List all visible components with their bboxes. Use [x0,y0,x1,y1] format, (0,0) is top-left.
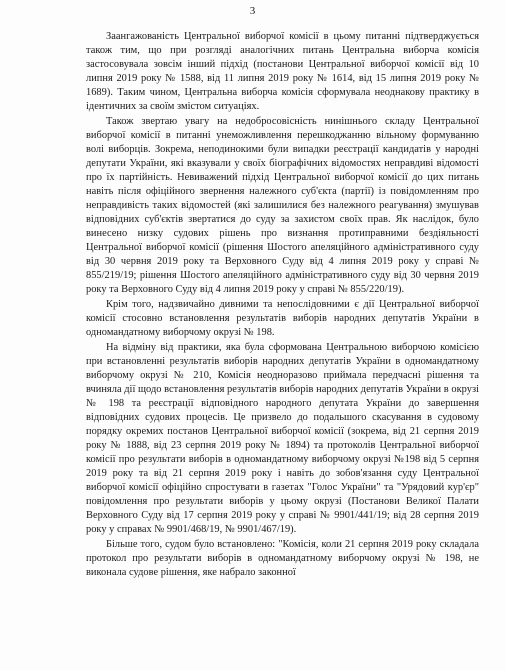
paragraph-practice-difference: На відміну від практики, яка була сформована Центральною виборчою комісією при встановленні результатів виборів народних депутатів України в одномандатному виборчому окрузі № 210, Комісія неодноразово приймала передчасні рішення та вчиняла дії щодо встановлення результатів виборів народних депутатів України в окрузі № 198 та реєстрації відповідного народного депутата України до завершення відповідних судових процесів. Це призвело до подальшого скасування в судовому порядку окремих постанов Центральної виборчої комісії (зокрема, від 21 серпня 2019 року № 1888, від 23 серпня 2019 року № 1894) та протоколів Центральної виборчої комісії про результати виборів в одномандатному виборчому окрузі №198 від 5 серпня 2019 року та від 21 серпня 2019 року і навіть до зобов'язання суду Центральної виборчої комісії офіційно спростувати в газетах "Голос України" та "Урядовий кур'єр" повідомлення про результати виборів у цьому окрузі (Постанови Великої Палати Верховного Суду від 17 серпня 2019 року у справі № 9901/441/19; від 28 серпня 2019 року у справах № 9901/468/19, № 9901/467/19). [86,341,479,536]
paragraph-district-198-actions: Крім того, надзвичайно дивними та непослідовними є дії Центральної виборчої комісії стосовно встановлення результатів виборів народних депутатів України в одномандатному виборчому окрузі № 198. [86,298,479,338]
paragraph-bad-faith: Також звертаю увагу на недобросовісність нинішнього складу Центральної виборчої комісії в питанні унеможливлення перешкоджанню вільному формуванню волі виборців. Зокрема, неподинокими були випадки реєстрації кандидатів у народні депутати України, які вказували у своїх біографічних відомостях неправдиві відомості про їх партійність. Невиважений підхід Центральної виборчої комісії до цих питань навіть після офіційного звернення належного суб'єкта (партії) із повідомленням про неправдивість таких відомостей (які залишилися без належного реагування) змушував відповідних суб'єктів звертатися до суду за захистом своїх прав. Як наслідок, було винесено низку судових рішень про визнання протиправними бездіяльності Центральної виборчої комісії (рішення Шостого апеляційного адміністративного суду від 30 червня 2019 року та Верховного Суду від 4 липня 2019 року у справі № 855/219/19; рішення Шостого апеляційного адміністративного суду від 30 червня 2019 року та Верховного Суду від 4 липня 2019 року у справі № 855/220/19). [86,115,479,296]
paragraph-court-findings: Більше того, судом було встановлено: "Комісія, коли 21 серпня 2019 року складала протокол про результати виборів в одномандатному виборчому окрузі № 198, не виконала судове рішення, яке набрало законної [86,538,479,578]
page-number: 3 [249,5,256,17]
paragraph-commission-bias: Заангажованість Центральної виборчої комісії в цьому питанні підтверджується також тим, що при розгляді аналогічних питань Центральна виборча комісія застосовувала зовсім інший підхід (постанови Центральної виборчої комісії від 10 липня 2019 року № 1588, від 11 липня 2019 року № 1614, від 15 липня 2019 року № 1689). Таким чином, Центральна виборча комісія сформувала неоднакову практику в ідентичних за своїм змістом ситуаціях. [86,31,479,113]
